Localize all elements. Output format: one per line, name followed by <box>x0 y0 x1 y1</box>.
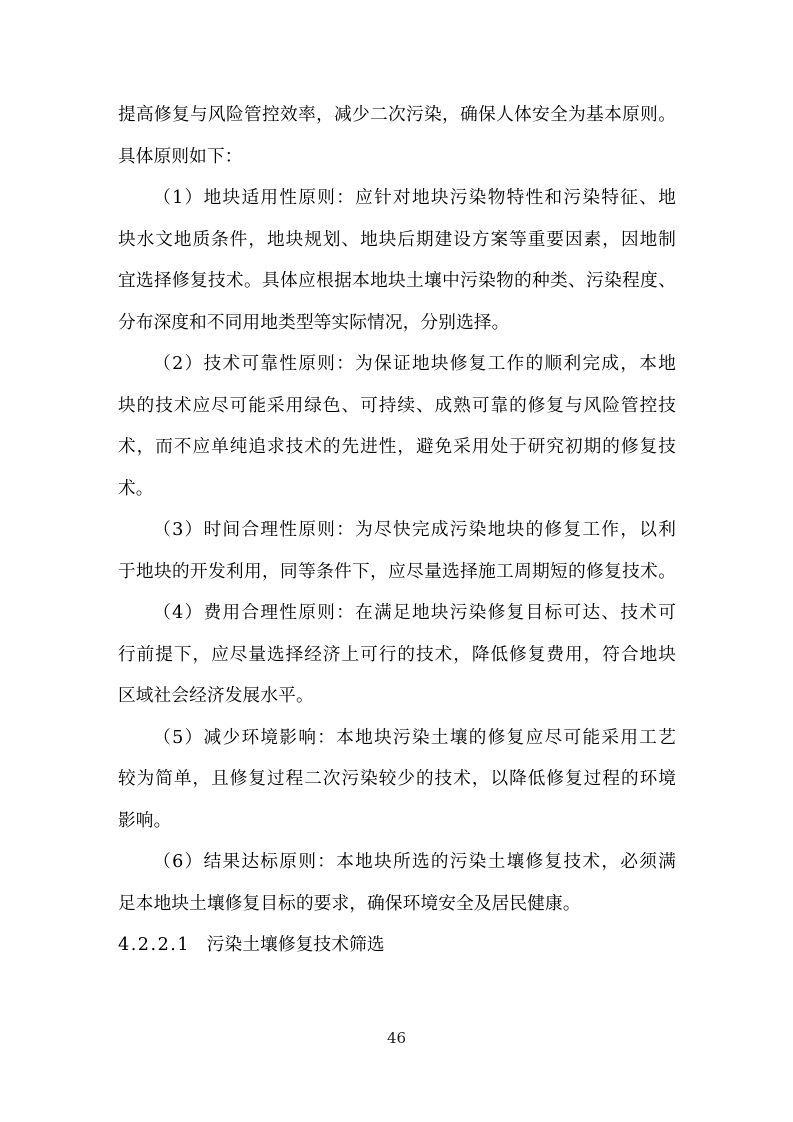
text-line: 提高修复与风险管控效率，减少二次污染，确保人体安全为基本原则。 <box>118 105 676 125</box>
section-heading <box>118 925 676 967</box>
paragraph <box>118 718 676 843</box>
paragraph <box>118 593 676 718</box>
text-line: 于地块的开发利用，同等条件下，应尽量选择施工周期短的修复技术。 <box>118 561 676 582</box>
text-line: 宜选择修复技术。具体应根据本地块土壤中污染物的种类、污染程度、 <box>118 271 676 291</box>
text-line: 影响。 <box>118 810 172 831</box>
text-line: 块水文地质条件，地块规划、地块后期建设方案等重要因素，因地制 <box>118 229 676 250</box>
paragraph <box>118 344 676 510</box>
paragraph <box>118 178 676 344</box>
text-line: （2）技术可靠性原则：为保证地块修复工作的顺利完成，本地 <box>153 354 676 374</box>
section-heading-number: 4.2.2.1 <box>118 935 191 955</box>
text-line: 具体原则如下： <box>118 146 243 167</box>
text-line: 行前提下，应尽量选择经济上可行的技术，降低修复费用，符合地块 <box>118 644 676 665</box>
text-line: 区域社会经济发展水平。 <box>118 686 314 706</box>
text-line: （5）减少环境影响：本地块污染土壤的修复应尽可能采用工艺 <box>153 727 676 748</box>
text-line: 块的技术应尽可能采用绿色、可持续、成熟可靠的修复与风险管控技 <box>118 395 676 416</box>
text-line: 分布深度和不同用地类型等实际情况，分别选择。 <box>118 312 510 333</box>
text-line: （1）地块适用性原则：应针对地块污染物特性和污染特征、地 <box>153 188 676 208</box>
text-line: 较为简单，且修复过程二次污染较少的技术，以降低修复过程的环境 <box>118 769 676 789</box>
paragraph <box>118 510 676 593</box>
text-line: （3）时间合理性原则：为尽快完成污染地块的修复工作，以利 <box>153 520 676 540</box>
text-line: 术。 <box>118 478 154 499</box>
page-number: 46 <box>386 1029 407 1047</box>
text-line: （6）结果达标原则：本地块所选的污染土壤修复技术，必须满 <box>153 852 676 872</box>
paragraph <box>118 842 676 925</box>
text-line: 足本地块土壤修复目标的要求，确保环境安全及居民健康。 <box>118 893 581 914</box>
section-heading-title: 污染土壤修复技术筛选 <box>206 935 385 955</box>
text-line: 术，而不应单纯追求技术的先进性，避免采用处于研究初期的修复技 <box>118 437 676 457</box>
page-body-text <box>118 95 676 967</box>
text-line: （4）费用合理性原则：在满足地块污染修复目标可达、技术可 <box>153 603 676 623</box>
paragraph <box>118 95 676 178</box>
